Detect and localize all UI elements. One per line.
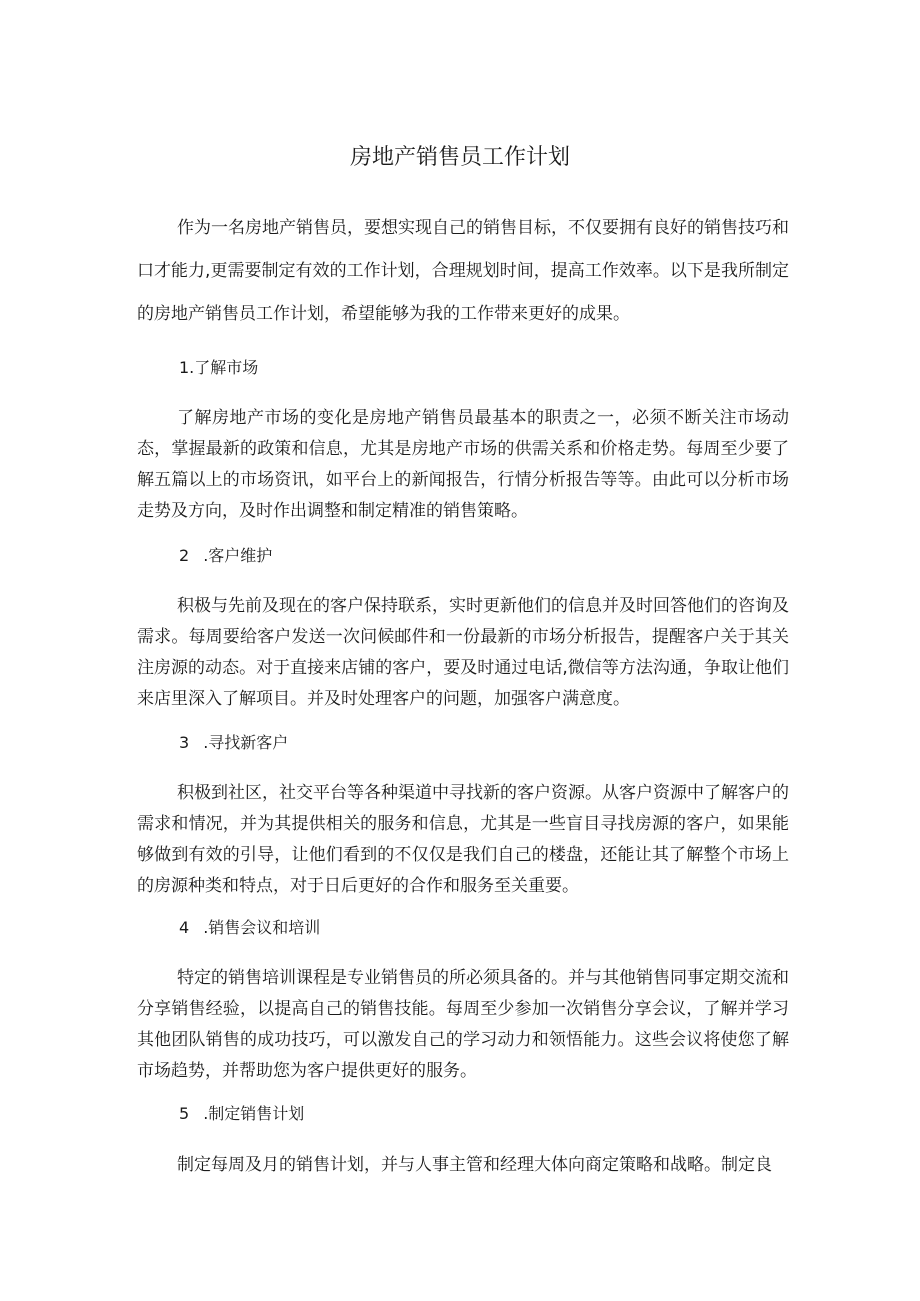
intro-paragraph: 作为一名房地产销售员，要想实现自己的销售目标，不仅要拥有良好的销售技巧和口才能力,更需要制定有效的工作计划，合理规划时间，提高工作效率。以下是我所制定的房地产销售员工作计划，希望能够为我的工作带来更好的成果。 [137,218,789,324]
section-4-heading [137,916,789,940]
section-4-paragraph: 特定的销售培训课程是专业销售员的所必须具备的。并与其他销售同事定期交流和分享销售经验，以提高自己的销售技能。每周至少参加一次销售分享会议，了解并学习其他团队销售的成功技巧，可以激发自己的学习动力和领悟能力。这些会议将使您了解市场趋势，并帮助您为客户提供更好的服务。 [137,968,789,1081]
section-heading-text: .制定销售计划 [203,1104,305,1123]
section-1-heading [137,356,789,380]
section-5-paragraph: 制定每周及月的销售计划，并与人事主管和经理大体向商定策略和战略。制定良 [177,1155,772,1175]
section-number: 1. [179,358,195,377]
section-number: 4 [179,918,190,937]
section-heading-text: .销售会议和培训 [203,918,321,937]
section-5-heading [137,1102,789,1126]
section-heading-text: .客户维护 [203,546,273,565]
section-2-heading [137,544,789,568]
section-heading-text: 了解市场 [194,358,259,377]
section-1-paragraph: 了解房地产市场的变化是房地产销售员最基本的职责之一，必须不断关注市场动态，掌握最新的政策和信息，尤其是房地产市场的供需关系和价格走势。每周至少要了解五篇以上的市场资讯，如平台上的新闻报告，行情分析报告等等。由此可以分析市场走势及方向，及时作出调整和制定精准的销售策略。 [137,408,789,521]
section-2-paragraph: 积极与先前及现在的客户保持联系，实时更新他们的信息并及时回答他们的咨询及需求。每周要给客户发送一次问候邮件和一份最新的市场分析报告，提醒客户关于其关注房源的动态。对于直接来店铺的客户，要及时通过电话,微信等方法沟通，争取让他们来店里深入了解项目。并及时处理客户的问题，加强客户满意度。 [137,596,789,709]
section-number: 2 [179,546,190,565]
section-3-heading [137,731,789,755]
section-number: 3 [179,733,190,752]
section-3-paragraph: 积极到社区，社交平台等各种渠道中寻找新的客户资源。从客户资源中了解客户的需求和情况，并为其提供相关的服务和信息，尤其是一些盲目寻找房源的客户，如果能够做到有效的引导，让他们看到的不仅仅是我们自己的楼盘，还能让其了解整个市场上的房源种类和特点，对于日后更好的合作和服务至关重要。 [137,783,789,896]
document-title: 房地产销售员工作计划 [349,145,570,170]
section-number: 5 [179,1104,190,1123]
section-heading-text: .寻找新客户 [203,733,289,752]
